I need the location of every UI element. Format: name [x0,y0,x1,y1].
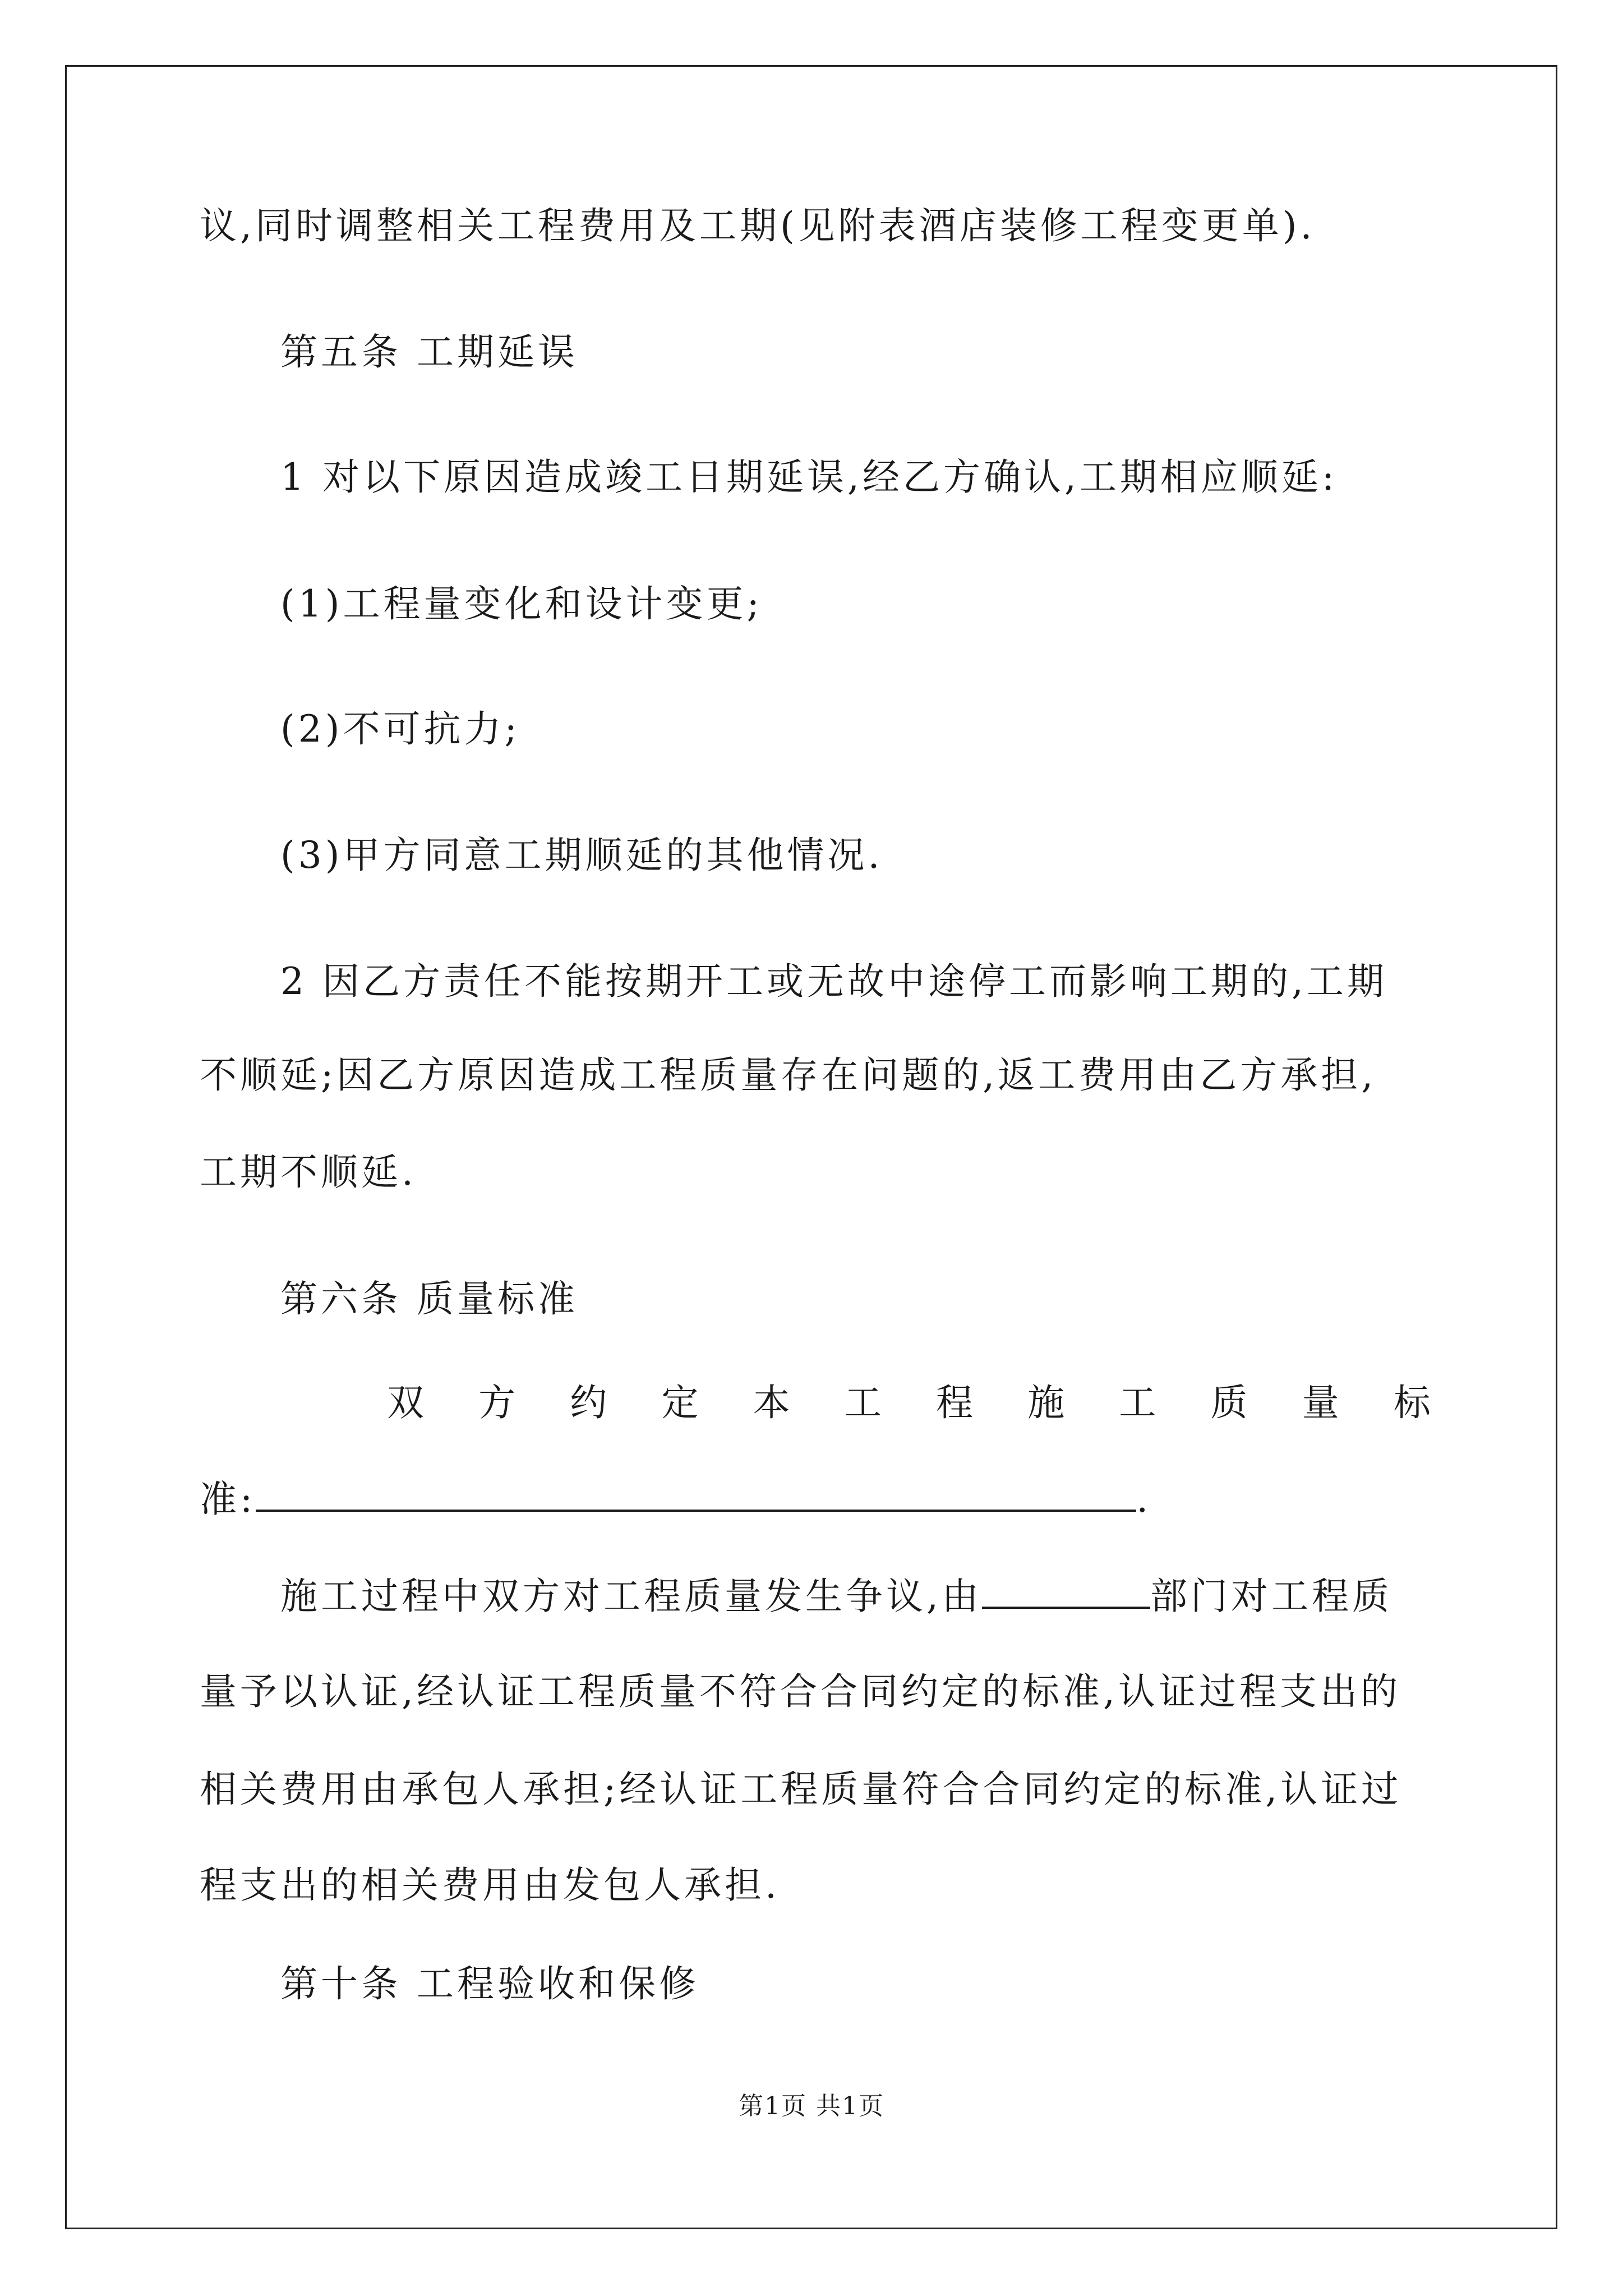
spaced-char: 方 [478,1381,516,1424]
blank-underline[interactable] [982,1570,1150,1609]
fill-in-line [200,1473,1151,1523]
spaced-char: 量 [1302,1381,1339,1424]
text-line: 2 因乙方责任不能按期开工或无故中途停工而影响工期的,工期 [280,960,1387,1003]
text-line: 相关费用由承包人承担;经认证工程质量符合合同约定的标准,认证过 [200,1768,1402,1811]
spaced-char: 施 [1027,1381,1065,1424]
fill-in-line [280,1570,1393,1620]
spaced-char: 本 [753,1381,790,1424]
text-line: 工期不顺延. [200,1151,417,1194]
text-line: 不顺延;因乙方原因造成工程质量存在问题的,返工费用由乙方承担, [200,1053,1377,1097]
section-heading: 第五条 工期延误 [280,330,578,374]
blank-underline[interactable] [256,1473,1136,1512]
spaced-char: 质 [1210,1381,1248,1424]
spaced-char: 约 [570,1381,607,1424]
section-heading: 第十条 工程验收和保修 [280,1962,699,2005]
fill-in-suffix: 部门对工程质 [1150,1575,1393,1618]
spaced-char: 工 [1119,1381,1156,1424]
fill-in-prefix: 施工过程中双方对工程质量发生争议,由 [280,1575,982,1618]
fill-in-suffix: . [1136,1478,1152,1521]
text-line: (2)不可抗力; [280,707,520,751]
text-line: (3)甲方同意工期顺延的其他情况. [280,834,883,877]
text-line: 量予以认证,经认证工程质量不符合合同约定的标准,认证过程支出的 [200,1670,1401,1713]
spaced-char: 定 [661,1381,699,1424]
spaced-char: 工 [844,1381,882,1424]
text-line: 议,同时调整相关工程费用及工期(见附表酒店装修工程变更单). [200,204,1316,247]
spaced-char: 双 [387,1381,424,1424]
text-line: (1)工程量变化和设计变更; [280,582,763,625]
spaced-char: 标 [1393,1381,1431,1424]
section-heading: 第六条 质量标准 [280,1277,578,1320]
spaced-text-line [387,1378,1431,1428]
text-line: 1 对以下原因造成竣工日期延误,经乙方确认,工期相应顺延: [280,455,1338,499]
page-footer: 第1页 共1页 [739,2092,884,2120]
text-line: 程支出的相关费用由发包人承担. [200,1864,780,1907]
spaced-char: 程 [936,1381,974,1424]
fill-in-prefix: 准: [200,1478,256,1521]
